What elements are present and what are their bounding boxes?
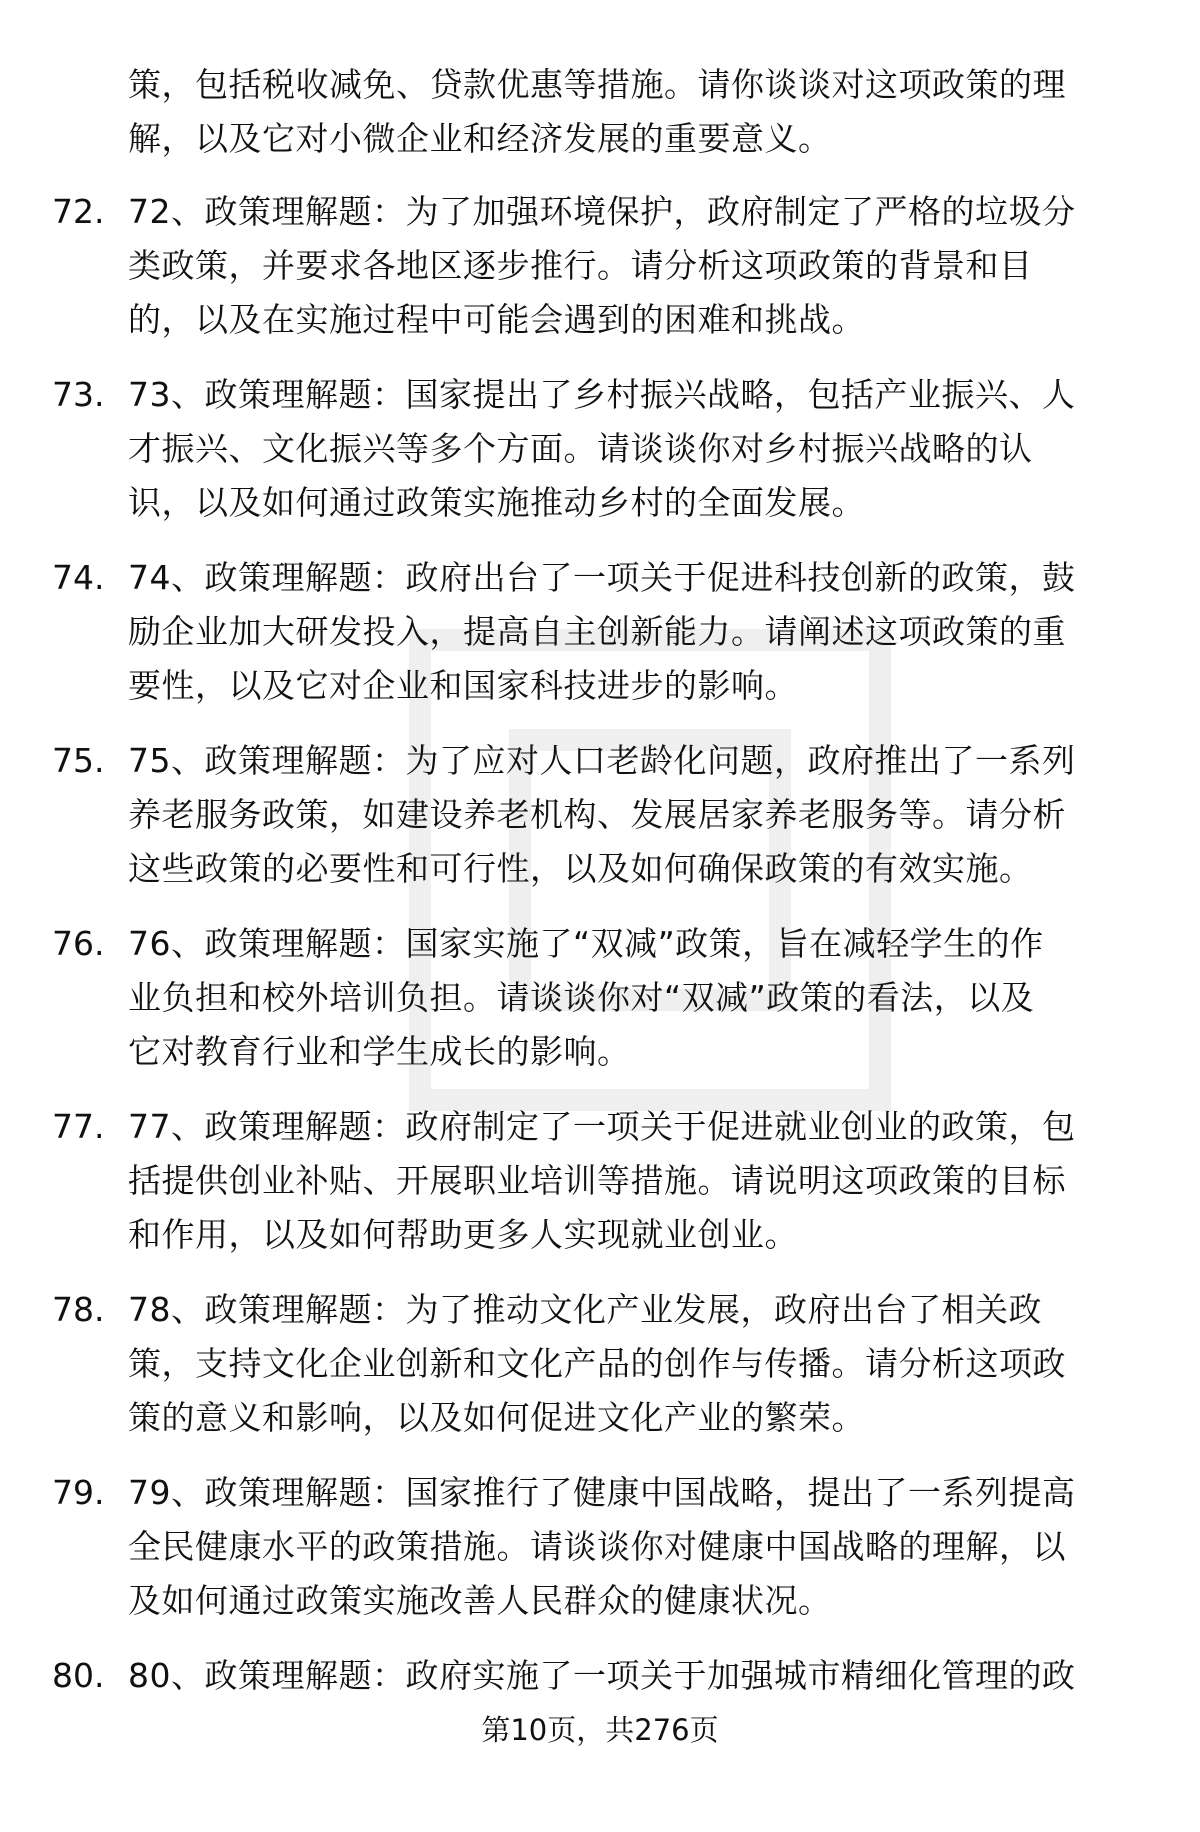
item-number: 80. [52,1656,105,1695]
list-item [0,551,1200,734]
list-item [0,368,1200,551]
item-text: 73、政策理解题：国家提出了乡村振兴战略，包括产业振兴、人 才振兴、文化振兴等多个方面。请谈谈你对乡村振兴战略的认 识，以及如何通过政策实施推动乡村的全面发展。 [128,375,1076,522]
item-text: 74、政策理解题：政府出台了一项关于促进科技创新的政策，鼓 励企业加大研发投入，提高自主创新能力。请阐述这项政策的重 要性，以及它对企业和国家科技进步的影响。 [128,558,1076,705]
item-number: 78. [52,1290,105,1329]
item-number: 79. [52,1473,105,1512]
item-number: 72. [52,192,105,231]
item-text: 75、政策理解题：为了应对人口老龄化问题，政府推出了一系列 养老服务政策，如建设养老机构、发展居家养老服务等。请分析 这些政策的必要性和可行性，以及如何确保政策的有效实施。 [128,741,1076,888]
list-item [0,1466,1200,1649]
item-text: 78、政策理解题：为了推动文化产业发展，政府出台了相关政 策，支持文化企业创新和文化产品的创作与传播。请分析这项政 策的意义和影响，以及如何促进文化产业的繁荣。 [128,1290,1066,1437]
item-text: 76、政策理解题：国家实施了“双减”政策，旨在减轻学生的作 业负担和校外培训负担。请谈谈你对“双减”政策的看法，以及 它对教育行业和学生成长的影响。 [128,924,1044,1071]
item-text: 79、政策理解题：国家推行了健康中国战略，提出了一系列提高 全民健康水平的政策措施。请谈谈你对健康中国战略的理解，以 及如何通过政策实施改善人民群众的健康状况。 [128,1473,1076,1620]
list-item [0,1100,1200,1283]
item-text: 77、政策理解题：政府制定了一项关于促进就业创业的政策，包 括提供创业补贴、开展职业培训等措施。请说明这项政策的目标 和作用，以及如何帮助更多人实现就业创业。 [128,1107,1076,1254]
list-item [0,1283,1200,1466]
list-item [0,734,1200,917]
continuation-paragraph: 策，包括税收减免、贷款优惠等措施。请你谈谈对这项政策的理 解，以及它对小微企业和经济发展的重要意义。 [128,65,1066,158]
item-text: 72、政策理解题：为了加强环境保护，政府制定了严格的垃圾分 类政策，并要求各地区逐步推行。请分析这项政策的背景和目 的，以及在实施过程中可能会遇到的困难和挑战。 [128,192,1076,339]
item-number: 73. [52,375,105,414]
page-footer: 第10页，共276页 [481,1713,719,1747]
item-text: 80、政策理解题：政府实施了一项关于加强城市精细化管理的政 [128,1656,1076,1695]
item-number: 74. [52,558,105,597]
item-number: 77. [52,1107,105,1146]
question-list [0,185,1200,1832]
item-number: 75. [52,741,105,780]
list-item [0,917,1200,1100]
list-item [0,185,1200,368]
item-number: 76. [52,924,105,963]
